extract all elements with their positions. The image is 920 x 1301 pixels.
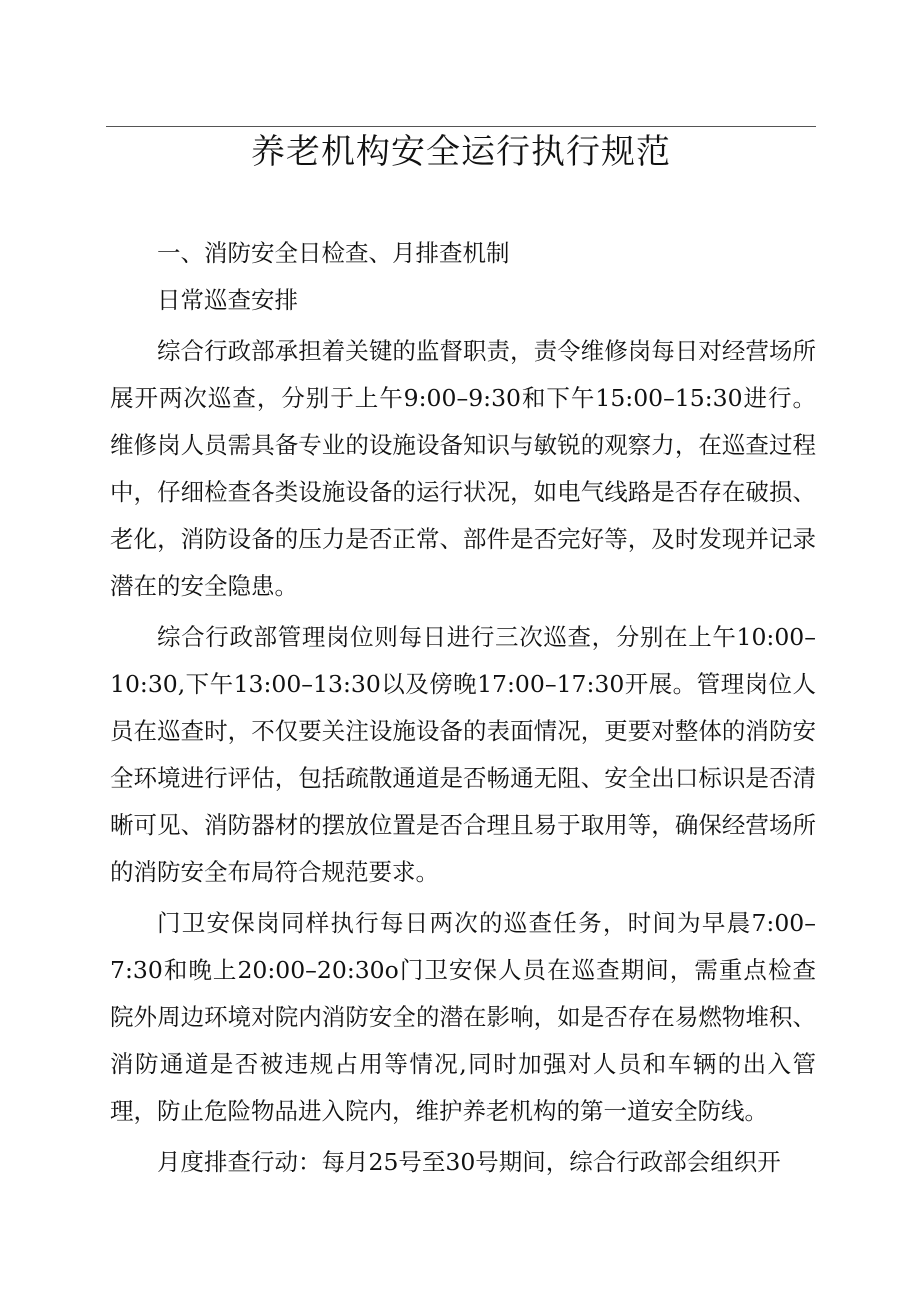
paragraph: 月度排查行动：每月25号至30号期间，综合行政部会组织开	[157, 1148, 781, 1176]
document-body	[110, 230, 816, 1186]
subsection-heading: 日常巡查安排	[157, 286, 298, 314]
header-rule	[106, 126, 816, 127]
section-heading: 一、消防安全日检查、月排查机制	[157, 239, 510, 267]
paragraph: 门卫安保岗同样执行每日两次的巡查任务，时间为早晨7:00–7:30和晚上20:00–20:30o门卫安保人员在巡查期间，需重点检查院外周边环境对院内消防安全的潜在影响，如是否存在易燃物堆积、消防通道是否被违规占用等情况,同时加强对人员和车辆的出入管理，防止危险物品进入院内，维护养老机构的第一道安全防线。	[110, 909, 816, 1125]
document-title: 养老机构安全运行执行规范	[251, 132, 671, 172]
paragraph: 综合行政部承担着关键的监督职责，责令维修岗每日对经营场所展开两次巡查，分别于上午9:00–9:30和下午15:00–15:30进行。维修岗人员需具备专业的设施设备知识与敏锐的观察力，在巡查过程中，仔细检查各类设施设备的运行状况，如电气线路是否存在破损、老化，消防设备的压力是否正常、部件是否完好等，及时发现并记录潜在的安全隐患。	[110, 337, 816, 600]
paragraph: 综合行政部管理岗位则每日进行三次巡查，分别在上午10:00–10:30,下午13:00–13:30以及傍晚17:00–17:30开展。管理岗位人员在巡查时，不仅要关注设施设备的表面情况，更要对整体的消防安全环境进行评估，包括疏散通道是否畅通无阻、安全出口标识是否清晰可见、消防器材的摆放位置是否合理且易于取用等，确保经营场所的消防安全布局符合规范要求。	[110, 623, 816, 886]
